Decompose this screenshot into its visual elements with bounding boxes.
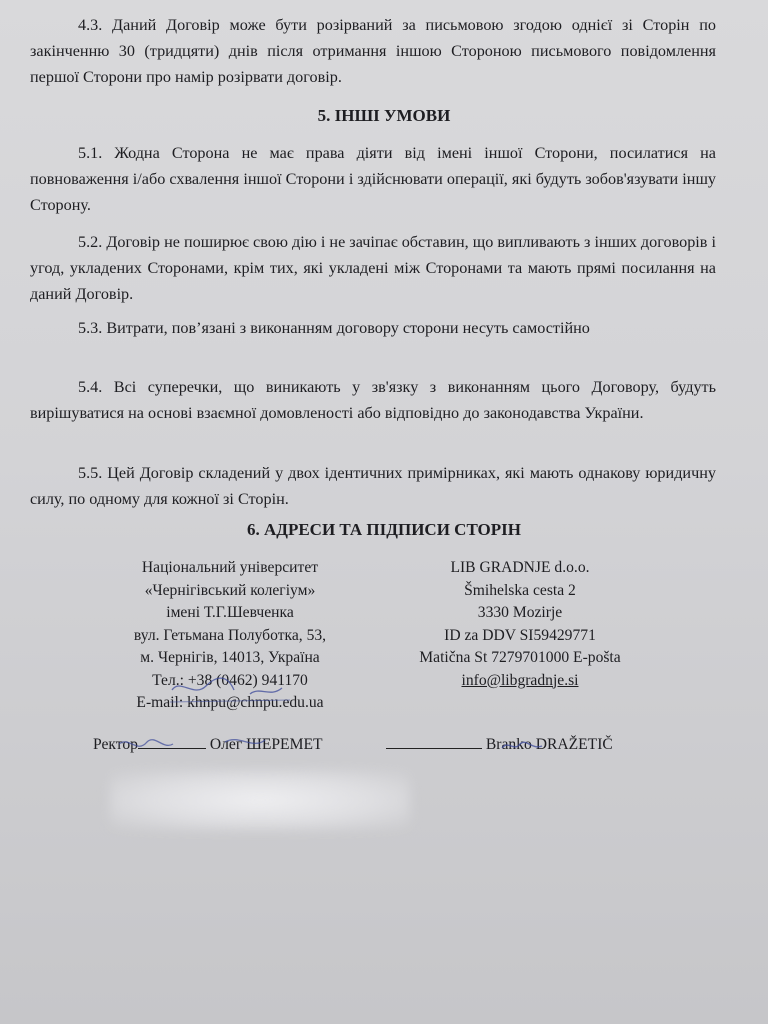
party1-address [90,557,370,715]
section-5-heading: 5. ІНШІ УМОВИ [317,106,451,125]
party1-phone: Тел.: +38 (0462) 941170 [152,671,308,689]
party1-line: м. Чернігів, 14013, Україна [140,649,320,666]
party2-line: 3330 Mozirje [477,604,563,621]
clause-5-5: 5.5. Цей Договір складений у двох ідентичних примірниках, які мають однакову юридичну силу, по одному для кожної зі Сторін. [30,464,716,508]
party2-line: Šmihelska cesta 2 [464,581,576,599]
signature-right-name: Branko DRAŽETIČ [485,736,613,753]
signature-left-name: Олег ШЕРЕМЕТ [209,736,323,753]
signature-right [386,736,613,754]
signature-left-title: Ректор [93,736,138,753]
party2-email-link[interactable]: info@libgradnje.si [461,671,579,689]
party1-line: Національний університет [141,559,319,576]
clause-5-1: 5.1. Жодна Сторона не має права діяти від імені іншої Сторони, посилатися на повноваження і/або схвалення іншої Сторони і здійснювати операції, які будуть зобов'язувати іншу Сторону. [30,144,716,214]
clause-5-3: 5.3. Витрати, пов’язані з виконанням договору сторони несуть самостійно [78,319,590,337]
party2-line: Matična St 7279701000 E-pošta [419,649,621,666]
clause-4-3: 4.3. Даний Договір може бути розірваний за письмовою згодою однієї зі Сторін по закінченню 30 (тридцяти) днів після отримання іншою Стороною письмового повідомлення першої Сторони про намір розірвати договір. [30,16,716,86]
clause-5-4: 5.4. Всі суперечки, що виникають у зв'язку з виконанням цього Договору, будуть вирішуватися на основі взаємної домовленості або відповідно до законодавства України. [30,378,716,422]
party1-line: імені Т.Г.Шевченка [166,604,294,621]
signature-left [93,736,323,754]
party2-line: LIB GRADNJE d.o.o. [450,559,590,576]
party1-line: «Чернігівський колегіум» [144,581,316,599]
signature-line [138,748,206,749]
clause-5-2: 5.2. Договір не поширює свою дію і не зачіпає обставин, що випливають з інших договорів і угод, укладених Сторонами, крім тих, які укладені між Сторонами та мають прямі посилання на даний Договір. [30,233,716,303]
party2-line: ID za DDV SI59429771 [444,626,596,644]
party2-address [380,557,660,692]
signature-line [386,748,482,749]
section-6-heading: 6. АДРЕСИ ТА ПІДПИСИ СТОРІН [246,520,522,539]
party1-email: E-mail: khnpu@chnpu.edu.ua [136,694,324,711]
party1-line: вул. Гетьмана Полуботка, 53, [133,626,327,644]
stamp-smudge [110,770,410,830]
